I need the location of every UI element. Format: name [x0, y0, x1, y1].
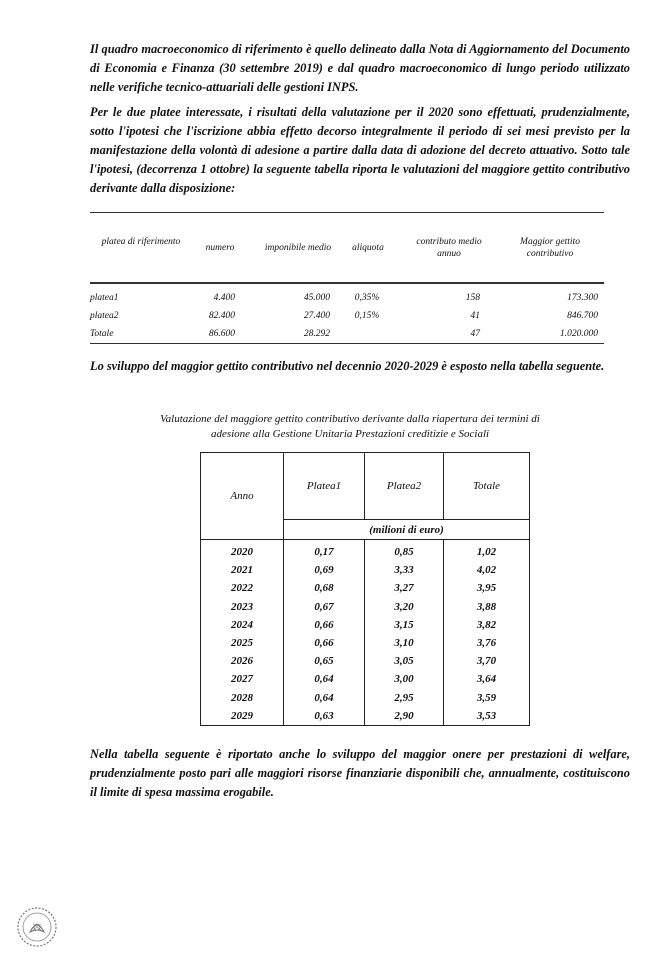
unit-label: (milioni di euro)	[284, 520, 530, 540]
cell-imponibile: 27.400	[303, 311, 330, 321]
header-imponibile: imponibile medio	[264, 243, 332, 253]
table-row	[201, 616, 530, 634]
cell-numero: 82.400	[208, 311, 235, 321]
cell-anno: 2029	[201, 707, 284, 726]
header-numero: numero	[205, 243, 235, 253]
cell-platea2: 2,90	[365, 707, 444, 726]
cell-totale: 1,02	[444, 540, 530, 562]
table-yearly-gettito	[200, 452, 530, 726]
cell-totale: 3,59	[444, 689, 530, 707]
table-row	[201, 634, 530, 652]
cell-anno: 2028	[201, 689, 284, 707]
cell-platea2: 3,00	[365, 670, 444, 688]
cell-platea1: 0,66	[284, 616, 365, 634]
table-row	[201, 670, 530, 688]
paragraph-development-intro: Lo sviluppo del maggior gettito contributivo nel decennio 2020-2029 è esposto nella tabella seguente.	[90, 359, 605, 373]
cell-aliquota: 0,15%	[354, 311, 380, 321]
table-row	[201, 540, 530, 562]
table-rule-top	[90, 212, 604, 213]
cell-platea2: 3,20	[365, 598, 444, 616]
cell-platea1: 0,64	[284, 670, 365, 688]
cell-maggior: 1.020.000	[560, 329, 598, 339]
header-platea: platea di riferimento	[101, 237, 181, 247]
table-row	[201, 689, 530, 707]
cell-numero: 4.400	[213, 293, 235, 303]
cell-platea2: 3,15	[365, 616, 444, 634]
header-contributo: contributo medio annuo	[416, 237, 482, 259]
table-rule-mid	[90, 282, 604, 284]
cell-platea2: 0,85	[365, 540, 444, 562]
cell-totale: 3,53	[444, 707, 530, 726]
cell-totale: 3,64	[444, 670, 530, 688]
cell-platea1: 0,67	[284, 598, 365, 616]
cell-totale: 4,02	[444, 561, 530, 579]
cell-contributo: 158	[465, 293, 480, 303]
cell-aliquota: 0,35%	[354, 293, 380, 303]
cell-platea: platea1	[90, 293, 119, 303]
cell-anno: 2022	[201, 579, 284, 597]
cell-numero: 86.600	[208, 329, 235, 339]
cell-anno: 2024	[201, 616, 284, 634]
cell-platea1: 0,69	[284, 561, 365, 579]
table-rule-bottom	[90, 343, 604, 344]
cell-anno: 2027	[201, 670, 284, 688]
cell-platea1: 0,68	[284, 579, 365, 597]
cell-platea2: 3,27	[365, 579, 444, 597]
cell-imponibile: 28.292	[303, 329, 330, 339]
cell-platea1: 0,66	[284, 634, 365, 652]
header-platea2: Platea2	[365, 453, 444, 520]
cell-anno: 2026	[201, 652, 284, 670]
cell-anno: 2023	[201, 598, 284, 616]
cell-platea1: 0,65	[284, 652, 365, 670]
header-maggior-gettito: Maggior gettito contributivo	[520, 237, 580, 259]
paragraph-macro-framework: Il quadro macroeconomico di riferimento è quello delineato dalla Nota di Aggiornamento del Documento di Economia e Finanza (30 settembre 2019) e dal quadro macroeconomico di lungo periodo utilizzato nelle verifiche tecnico-attuariali delle gestioni INPS.	[90, 42, 630, 94]
cell-contributo: 41	[470, 311, 480, 321]
cell-platea2: 3,10	[365, 634, 444, 652]
header-totale: Totale	[444, 453, 530, 520]
paragraph-welfare-onere: Nella tabella seguente è riportato anche lo sviluppo del maggior onere per prestazioni di welfare, prudenzialmente posto pari alle maggiori risorse finanziarie disponibili che, annualmente, costituiscono il limite di spesa massima erogabile.	[90, 747, 630, 799]
cell-imponibile: 45.000	[303, 293, 330, 303]
cell-platea: Totale	[90, 329, 114, 339]
cell-maggior: 173.300	[567, 293, 598, 303]
header-platea1: Platea1	[284, 453, 365, 520]
header-aliquota: aliquota	[352, 243, 384, 253]
table-row	[201, 598, 530, 616]
cell-platea2: 3,05	[365, 652, 444, 670]
cell-maggior: 846.700	[567, 311, 598, 321]
table-row	[201, 652, 530, 670]
cell-anno: 2020	[201, 540, 284, 562]
cell-platea1: 0,64	[284, 689, 365, 707]
cell-totale: 3,70	[444, 652, 530, 670]
cell-anno: 2021	[201, 561, 284, 579]
table-row	[201, 707, 530, 726]
cell-platea: platea2	[90, 311, 119, 321]
paragraph-valuation-hypothesis: Per le due platee interessate, i risultati della valutazione per il 2020 sono effettuati, prudenzialmente, sotto l'ipotesi che l'iscrizione abbia effetto decorso integralmente il periodo di sei mesi previsto per la manifestazione della volontà di adesione a partire dalla data di adozione del decreto attuativo. Sotto tale l'ipotesi, (decorrenza 1 ottobre) la seguente tabella riporta le valutazioni del maggiore gettito contributivo derivante dalla disposizione:	[90, 105, 630, 195]
cell-contributo: 47	[470, 329, 480, 339]
table-row	[201, 561, 530, 579]
cell-platea2: 2,95	[365, 689, 444, 707]
header-anno: Anno	[201, 453, 284, 540]
cell-platea2: 3,33	[365, 561, 444, 579]
table-row	[201, 579, 530, 597]
cell-platea1: 0,17	[284, 540, 365, 562]
cell-totale: 3,88	[444, 598, 530, 616]
cell-platea1: 0,63	[284, 707, 365, 726]
cell-anno: 2025	[201, 634, 284, 652]
cell-totale: 3,76	[444, 634, 530, 652]
stamp-seal-icon	[16, 906, 58, 948]
cell-totale: 3,95	[444, 579, 530, 597]
cell-totale: 3,82	[444, 616, 530, 634]
table-caption: Valutazione del maggiore gettito contributivo derivante dalla riapertura dei termini di adesione alla Gestione Unitaria Prestazioni creditizie e Sociali	[160, 413, 540, 440]
